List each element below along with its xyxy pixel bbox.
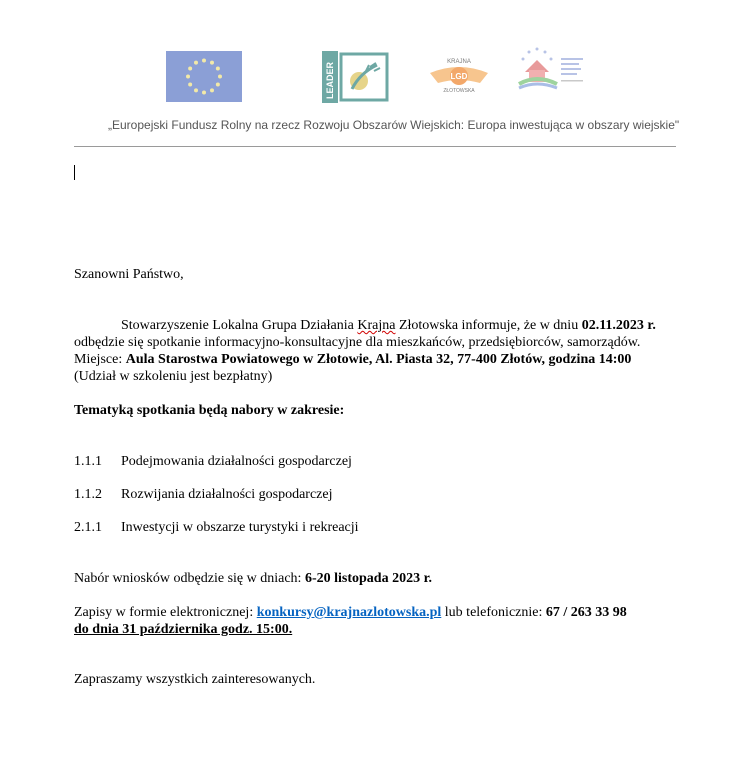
leader-logo-text: LEADER bbox=[325, 61, 335, 99]
lgd-logo-top-text: KRAJNA bbox=[447, 59, 471, 65]
salutation: Szanowni Państwo, bbox=[74, 267, 184, 282]
paragraph-line-2: odbędzie się spotkanie informacyjno-konsultacyjne dla mieszkańców, przedsiębiorców, samorządów. bbox=[74, 335, 641, 350]
eu-star-icon bbox=[186, 75, 190, 79]
call-line bbox=[74, 570, 432, 587]
text-cursor bbox=[74, 165, 75, 180]
signup-text: Zapisy w formie elektronicznej: bbox=[74, 605, 257, 620]
p1-part2: Złotowska informuje, że w dniu bbox=[395, 318, 582, 333]
topic-item bbox=[74, 519, 359, 536]
p1-part1: Stowarzyszenie Lokalna Grupa Działania bbox=[121, 318, 358, 333]
eu-star-icon bbox=[188, 83, 192, 87]
eu-star-icon bbox=[210, 88, 214, 92]
topic-label: Inwestycji w obszarze turystyki i rekreacji bbox=[121, 520, 359, 535]
eu-star-icon bbox=[202, 59, 206, 63]
eu-star-icon bbox=[202, 91, 206, 95]
eu-star-icon bbox=[188, 67, 192, 71]
free-note: (Udział w szkoleniu jest bezpłatny) bbox=[74, 369, 273, 384]
header-motto: „Europejski Fundusz Rolny na rzecz Rozwoju Obszarów Wiejskich: Europa inwestująca w obszary wiejskie" bbox=[108, 118, 680, 132]
call-text: Nabór wniosków odbędzie się w dniach: bbox=[74, 571, 305, 586]
eu-star-icon bbox=[218, 75, 222, 79]
topic-number: 1.1.2 bbox=[74, 487, 102, 502]
topic-label: Rozwijania działalności gospodarczej bbox=[121, 487, 333, 502]
place-label: Miejsce: bbox=[74, 352, 126, 367]
signup-deadline: do dnia 31 października godz. 15:00. bbox=[74, 622, 293, 637]
closing: Zapraszamy wszystkich zainteresowanych. bbox=[74, 672, 316, 687]
signup-line bbox=[74, 604, 627, 621]
topic-number: 1.1.1 bbox=[74, 454, 102, 469]
topics-heading: Tematyką spotkania będą nabory w zakresie: bbox=[74, 403, 345, 418]
topic-item bbox=[74, 486, 332, 503]
eu-star-icon bbox=[216, 67, 220, 71]
signup-phone-text: lub telefonicznie: bbox=[441, 605, 546, 620]
p1-krajna: Krajna bbox=[357, 318, 396, 333]
topic-item bbox=[74, 453, 352, 470]
eu-star-icon bbox=[210, 61, 214, 65]
paragraph-line-1 bbox=[74, 317, 656, 334]
eu-star-icon bbox=[216, 83, 220, 87]
lgd-logo-text: LGD bbox=[450, 72, 468, 81]
lgd-logo-bottom-text: ZŁOTOWSKA bbox=[443, 88, 475, 94]
eu-star-icon bbox=[194, 61, 198, 65]
header-divider bbox=[74, 146, 676, 147]
meeting-date: 02.11.2023 r. bbox=[581, 318, 656, 333]
leader-logo bbox=[322, 51, 390, 103]
email-link[interactable]: konkursy@krajnazlotowska.pl bbox=[256, 605, 442, 620]
topic-number: 2.1.1 bbox=[74, 520, 102, 535]
phone-number: 67 / 263 33 98 bbox=[545, 605, 627, 620]
lgd-logo bbox=[428, 55, 490, 95]
call-dates: 6-20 listopada 2023 r. bbox=[304, 571, 433, 586]
place-value: Aula Starostwa Powiatowego w Złotowie, Al. Piasta 32, 77-400 Złotów, godzina 14:00 bbox=[125, 352, 632, 367]
eu-flag-icon bbox=[166, 51, 242, 102]
topic-label: Podejmowania działalności gospodarczej bbox=[121, 454, 352, 469]
eu-star-icon bbox=[194, 88, 198, 92]
prow-logo-icon bbox=[517, 44, 587, 92]
place-line bbox=[74, 351, 631, 368]
